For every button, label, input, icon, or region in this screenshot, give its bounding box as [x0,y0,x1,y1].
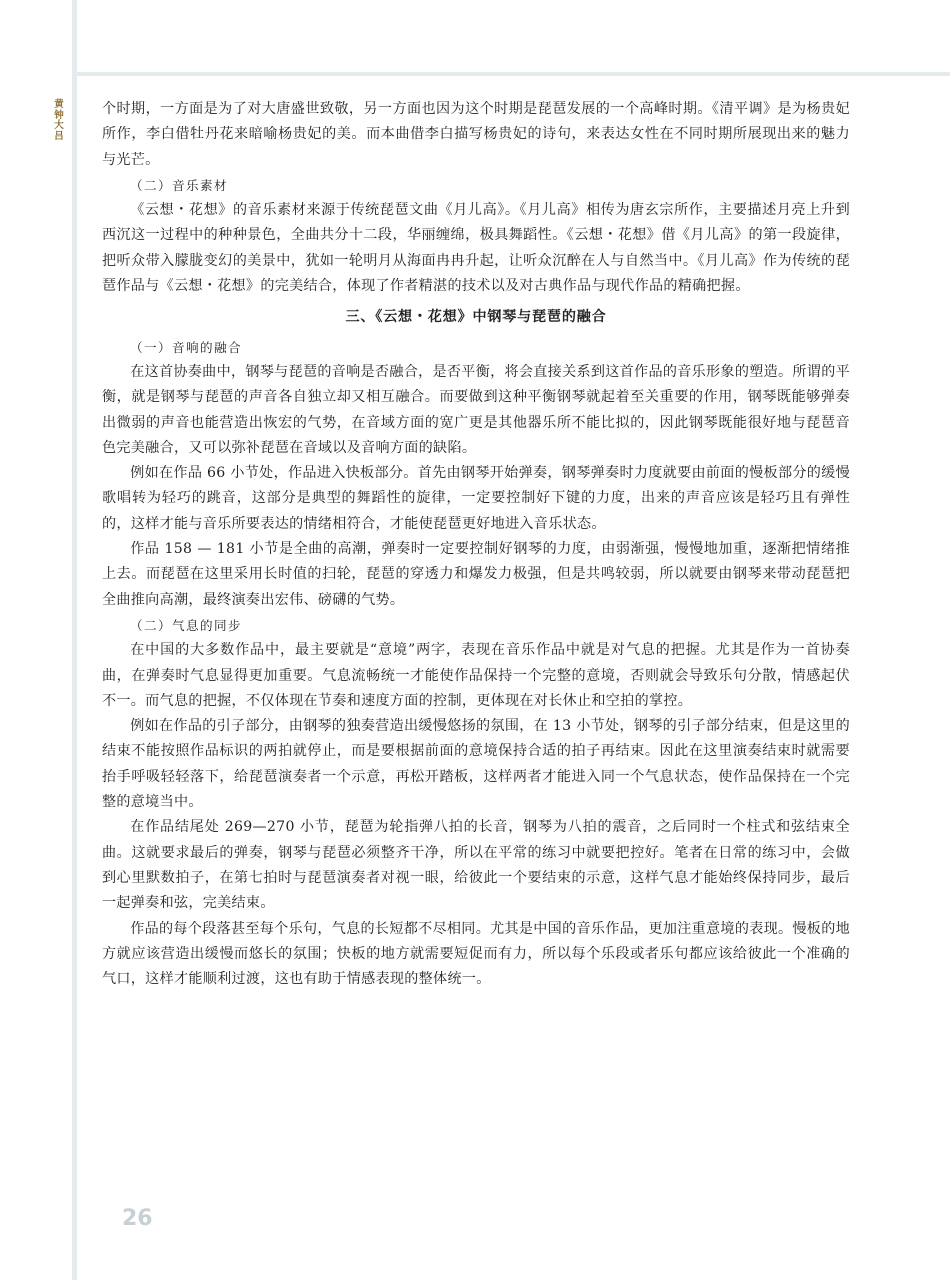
paragraph-3: 在这首协奏曲中，钢琴与琵琶的音响是否融合，是否平衡，将会直接关系到这首作品的音乐形象的塑造。所谓的平衡，就是钢琴与琵琶的声音各自独立却又相互融合。而要做到这种平衡钢琴就起着至关重要的作用，钢琴既能够弹奏出微弱的声音也能营造出恢宏的气势，在音域方面的宽广更是其他器乐所不能比拟的，因此钢琴既能很好地与琵琶音色完美融合，又可以弥补琵琶在音域以及音响方面的缺陷。 [102,363,850,456]
subheading-sound-fusion: （一）音响的融合 [130,339,242,355]
subheading-music-material: （二）音乐素材 [130,177,228,193]
article-body [102,97,850,992]
paragraph-8: 在作品结尾处 269—270 小节，琵琶为轮指弹八拍的长音，钢琴为八拍的震音，之后同时一个柱式和弦结束全曲。这就要求最后的弹奏，钢琴与琵琶必须整齐干净，所以在平常的练习中就要把控好。笔者在日常的练习中，会做到心里默数拍子，在第七拍时与琵琶演奏者对视一眼，给彼此一个要结束的示意，这样气息才能始终保持同步，最后一起弹奏和弦，完美结束。 [102,819,850,912]
left-margin-rule [72,0,77,1280]
subheading-breath-sync: （二）气息的同步 [130,617,242,633]
paragraph-2: 《云想・花想》的音乐素材来源于传统琵琶文曲《月儿高》。《月儿高》相传为唐玄宗所作，主要描述月亮上升到西沉这一过程中的种种景色，全曲共分十二段，华丽缠绵，极具舞蹈性。《云想・花想》借《月儿高》的第一段旋律，把听众带入朦胧变幻的美景中，犹如一轮明月从海面冉冉升起，让听众沉醉在人与自然当中。《月儿高》作为传统的琵琶作品与《云想・花想》的完美结合，体现了作者精湛的技术以及对古典作品与现代作品的精确把握。 [102,202,850,295]
paragraph-5: 作品 158 — 181 小节是全曲的高潮，弹奏时一定要控制好钢琴的力度，由弱渐强，慢慢地加重，逐渐把情绪推上去。而琵琶在这里采用长时值的扫轮，琵琶的穿透力和爆发力极强，但是共鸣较弱，所以就要由钢琴来带动琵琶把全曲推向高潮，最终演奏出宏伟、磅礴的气势。 [102,541,850,608]
header-rule [72,72,950,76]
journal-name-tab: 黄钟大吕 [54,99,64,142]
section-heading-3: 三、《云想・花想》中钢琴与琵琶的融合 [345,309,607,326]
page-number: 26 [122,1206,153,1231]
paragraph-7: 例如在作品的引子部分，由钢琴的独奏营造出缓慢悠扬的氛围，在 13 小节处，钢琴的引子部分结束，但是这里的结束不能按照作品标识的两拍就停止，而是要根据前面的意境保持合适的拍子再结束。因此在这里演奏结束时就需要抬手呼吸轻轻落下，给琵琶演奏者一个示意，再松开踏板，这样两者才能进入同一个气息状态，使作品保持在一个完整的意境当中。 [102,718,850,811]
paragraph-6: 在中国的大多数作品中，最主要就是“意境”两字，表现在音乐作品中就是对气息的把握。尤其是作为一首协奏曲，在弹奏时气息显得更加重要。气息流畅统一才能使作品保持一个完整的意境，否则就会导致乐句分散，情感起伏不一。而气息的把握，不仅体现在节奏和速度方面的控制，更体现在对长休止和空拍的掌控。 [102,642,850,709]
paragraph-9: 作品的每个段落甚至每个乐句，气息的长短都不尽相同。尤其是中国的音乐作品，更加注重意境的表现。慢板的地方就应该营造出缓慢而悠长的氛围；快板的地方就需要短促而有力，所以每个乐段或者乐句都应该给彼此一个准确的气口，这样才能顺利过渡，这也有助于情感表现的整体统一。 [102,920,850,988]
paragraph-4: 例如在作品 66 小节处，作品进入快板部分。首先由钢琴开始弹奏，钢琴弹奏时力度就要由前面的慢板部分的缓慢歌唱转为轻巧的跳音，这部分是典型的舞蹈性的旋律，一定要控制好下键的力度，出来的声音应该是轻巧且有弹性的，这样才能与音乐所要表达的情绪相符合，才能使琵琶更好地进入音乐状态。 [102,465,850,532]
paragraph-1: 个时期，一方面是为了对大唐盛世致敬，另一方面也因为这个时期是琵琶发展的一个高峰时期。《清平调》是为杨贵妃所作，李白借牡丹花来暗喻杨贵妃的美。而本曲借李白描写杨贵妃的诗句，来表达女性在不同时期所展现出来的魅力与光芒。 [102,101,850,168]
